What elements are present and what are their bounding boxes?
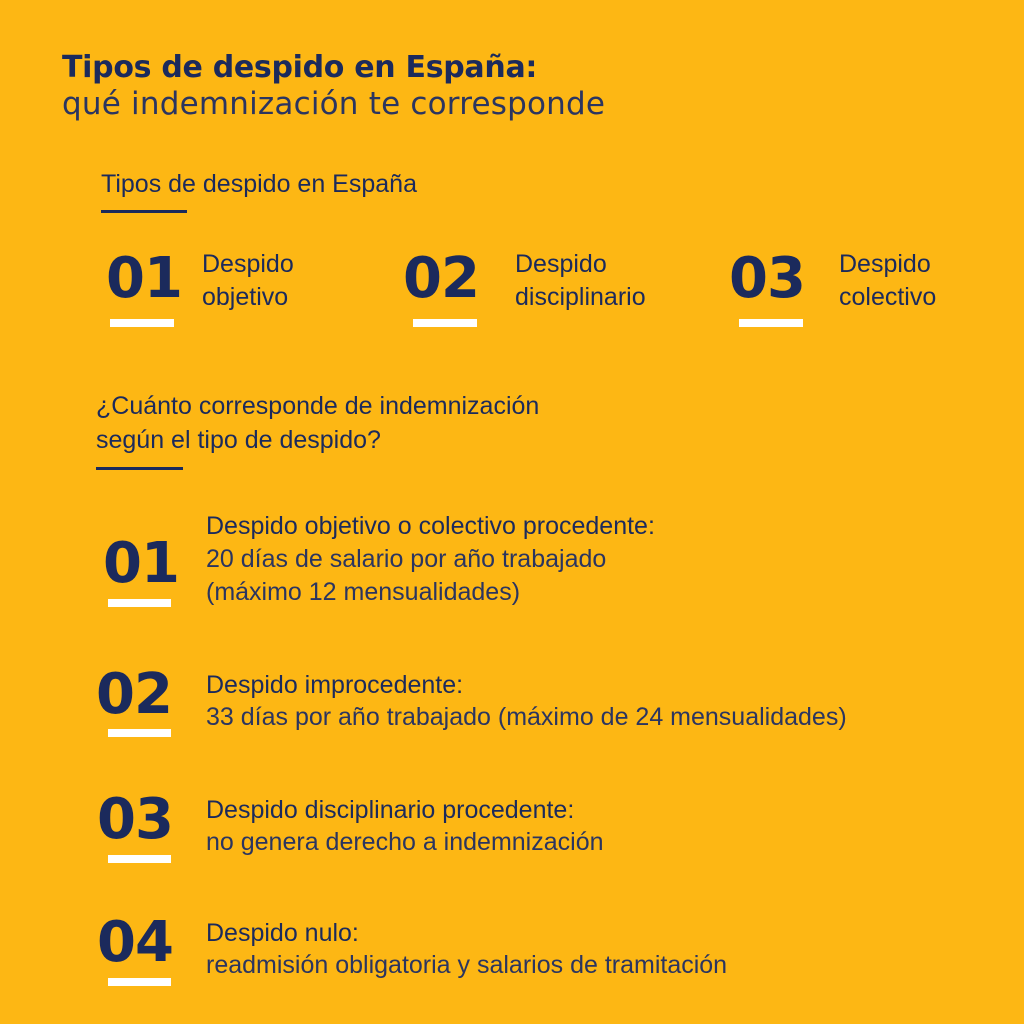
- severance-number: 04: [97, 910, 173, 975]
- page-subtitle: qué indemnización te corresponde: [62, 86, 606, 122]
- type-label-line2: objetivo: [202, 283, 289, 311]
- number-underline-bar: [108, 855, 171, 863]
- severance-desc-line1: readmisión obligatoria y salarios de tramitación: [206, 951, 728, 979]
- severance-number: 01: [103, 531, 179, 596]
- severance-title: Despido nulo:: [206, 919, 359, 947]
- severance-number: 02: [96, 662, 172, 727]
- severance-number: 03: [97, 787, 173, 852]
- type-label-line1: Despido: [839, 250, 931, 278]
- types-section-divider: [101, 210, 187, 213]
- number-underline-bar: [110, 319, 174, 327]
- severance-desc-line2: (máximo 12 mensualidades): [206, 578, 521, 606]
- number-underline-bar: [108, 729, 171, 737]
- page-title: Tipos de despido en España:: [62, 50, 538, 85]
- type-label-line1: Despido: [515, 250, 607, 278]
- severance-desc-line1: 20 días de salario por año trabajado: [206, 545, 607, 573]
- number-underline-bar: [108, 978, 171, 986]
- severance-title: Despido objetivo o colectivo procedente:: [206, 512, 655, 540]
- type-label-line2: disciplinario: [515, 283, 646, 311]
- severance-section-divider: [96, 467, 183, 470]
- severance-title: Despido disciplinario procedente:: [206, 796, 575, 824]
- severance-desc-line1: 33 días por año trabajado (máximo de 24 mensualidades): [206, 703, 847, 731]
- severance-section-heading-line2: según el tipo de despido?: [96, 426, 381, 454]
- number-underline-bar: [413, 319, 477, 327]
- type-label-line2: colectivo: [839, 283, 937, 311]
- type-label-line1: Despido: [202, 250, 294, 278]
- type-number: 02: [403, 246, 479, 311]
- number-underline-bar: [108, 599, 171, 607]
- severance-title: Despido improcedente:: [206, 671, 464, 699]
- types-section-heading: Tipos de despido en España: [101, 170, 417, 198]
- type-number: 03: [729, 246, 805, 311]
- severance-desc-line1: no genera derecho a indemnización: [206, 828, 604, 856]
- number-underline-bar: [739, 319, 803, 327]
- severance-section-heading-line1: ¿Cuánto corresponde de indemnización: [96, 392, 540, 420]
- type-number: 01: [106, 246, 182, 311]
